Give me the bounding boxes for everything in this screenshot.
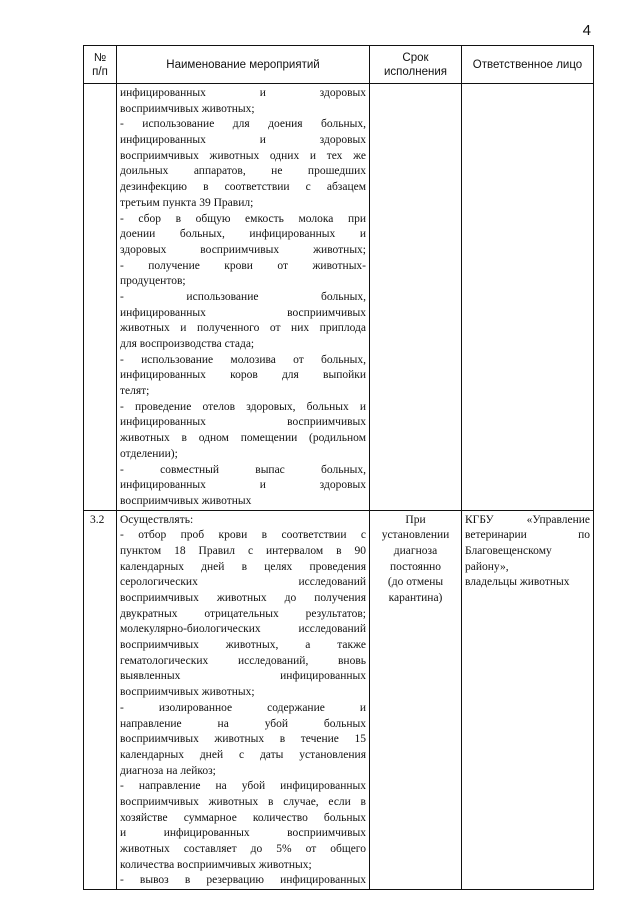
- measure-text-line: восприимчивых животных в случае, если в: [120, 795, 366, 808]
- table-header-row: [84, 46, 594, 84]
- row-number: [84, 84, 117, 511]
- row-responsible: [462, 84, 594, 511]
- measure-text-line: восприимчивых животных в течение 15: [120, 733, 366, 746]
- measure-text-line: восприимчивых животных: [120, 494, 252, 507]
- row-term: [370, 510, 462, 890]
- measure-text-line: - проведение отелов здоровых, больных и: [120, 400, 366, 413]
- measure-text-line: восприимчивых животных;: [120, 686, 255, 699]
- row-measure-text: [117, 84, 370, 511]
- responsible-text-line: ветеринарии по: [465, 529, 590, 542]
- measure-text-line: доении больных, инфицированных и: [120, 228, 366, 241]
- table-row: [84, 84, 594, 511]
- table-row: [84, 510, 594, 890]
- measure-text-line: восприимчивых животных, а также: [120, 639, 366, 652]
- header-name: Наименование мероприятий: [117, 46, 370, 84]
- measure-text-line: и инфицированных восприимчивых: [120, 827, 366, 840]
- measure-text-line: животных и полученного от них приплода: [120, 322, 366, 335]
- term-text-line: При: [405, 513, 426, 526]
- measure-text-line: серологических исследований: [120, 576, 366, 589]
- measure-text-line: хозяйстве суммарное количество больных: [120, 811, 366, 824]
- row-measure-text: [117, 510, 370, 890]
- measure-text-line: отделении);: [120, 447, 178, 460]
- page-number: 4: [582, 22, 591, 39]
- measure-text-line: доильных аппаратов, не прошедших: [120, 165, 366, 178]
- measure-text-line: здоровых восприимчивых животных;: [120, 243, 366, 256]
- measure-text-line: восприимчивых животных до получения: [120, 592, 366, 604]
- measure-text-line: календарных дней в целях проведения: [120, 560, 366, 573]
- measure-text-line: животных составляет до 5% от общего: [120, 843, 366, 855]
- term-text-line: установлении: [381, 529, 450, 542]
- measure-text-line: - совместный выпас больных,: [120, 463, 366, 476]
- measure-text-line: пунктом 18 Правил с интервалом в 90: [120, 544, 366, 557]
- term-text-line: постоянно: [389, 560, 442, 573]
- measure-text-line: восприимчивых животных одних и тех же: [120, 149, 366, 162]
- measure-text-line: животных в одном помещении (родильном: [120, 432, 366, 445]
- responsible-text-line: Благовещенскому: [465, 544, 552, 557]
- header-term-line2: исполнения: [383, 65, 447, 78]
- measure-text-line: выявленных инфицированных: [120, 670, 366, 683]
- measure-text-line: гематологических исследований, вновь: [120, 654, 366, 667]
- measure-text-line: диагноза на лейкоз;: [120, 764, 216, 777]
- measure-text-line: Осуществлять:: [120, 513, 194, 526]
- measure-text-line: - использование больных,: [120, 290, 366, 303]
- measure-text-line: - использование для доения больных,: [120, 118, 366, 131]
- measure-text-line: - отбор проб крови в соответствии с: [120, 529, 366, 542]
- row-term: [370, 84, 462, 511]
- measure-text-line: инфицированных и здоровых: [120, 479, 366, 492]
- measure-text-line: телят;: [120, 385, 150, 398]
- responsible-text-line: владельцы животных: [465, 576, 570, 589]
- term-text-line: (до отмены: [387, 576, 444, 589]
- measure-text-line: - вывоз в резервацию инфицированных: [120, 874, 366, 887]
- measure-text-line: количества восприимчивых животных;: [120, 858, 312, 871]
- measures-table: [83, 45, 594, 890]
- measure-text-line: инфицированных и здоровых: [120, 134, 366, 147]
- measure-text-line: - сбор в общую емкость молока при: [120, 212, 366, 225]
- measure-text-line: календарных дней с даты установления: [120, 748, 366, 761]
- measure-text-line: инфицированных восприимчивых: [120, 416, 366, 429]
- measure-text-line: инфицированных и здоровых: [120, 87, 366, 99]
- measure-text-line: для воспроизводства стада;: [120, 338, 255, 350]
- measure-text-line: - получение крови от животных-: [120, 259, 366, 272]
- responsible-text-line: КГБУ «Управление: [465, 513, 590, 526]
- measure-text-line: - направление на убой инфицированных: [120, 780, 366, 793]
- measure-text-line: - изолированное содержание и: [120, 701, 366, 714]
- header-term-line1: Срок: [402, 51, 429, 64]
- measure-text-line: инфицированных восприимчивых: [120, 306, 366, 319]
- row-number: 3.2: [84, 510, 117, 890]
- measure-text-line: инфицированных коров для выпойки: [120, 369, 366, 382]
- row-responsible: [462, 510, 594, 890]
- term-text-line: диагноза: [393, 544, 438, 557]
- measure-text-line: двукратных отрицательных результатов;: [120, 607, 366, 620]
- header-responsible: Ответственное лицо: [462, 46, 594, 84]
- header-term: [370, 46, 462, 84]
- responsible-text-line: району»,: [465, 560, 509, 573]
- term-text-line: карантина): [388, 592, 443, 604]
- measure-text-line: - использование молозива от больных,: [120, 353, 366, 366]
- header-number-line1: №: [93, 51, 107, 64]
- measure-text-line: продуцентов;: [120, 275, 186, 288]
- measure-text-line: восприимчивых животных;: [120, 102, 255, 115]
- measure-text-line: направление на убой больных: [120, 717, 366, 730]
- header-number-line2: п/п: [92, 65, 108, 78]
- measure-text-line: молекулярно-биологических исследований: [120, 623, 366, 636]
- measure-text-line: третьим пункта 39 Правил;: [120, 196, 254, 209]
- header-number: [84, 46, 117, 84]
- measure-text-line: дезинфекцию в соответствии с абзацем: [120, 181, 366, 194]
